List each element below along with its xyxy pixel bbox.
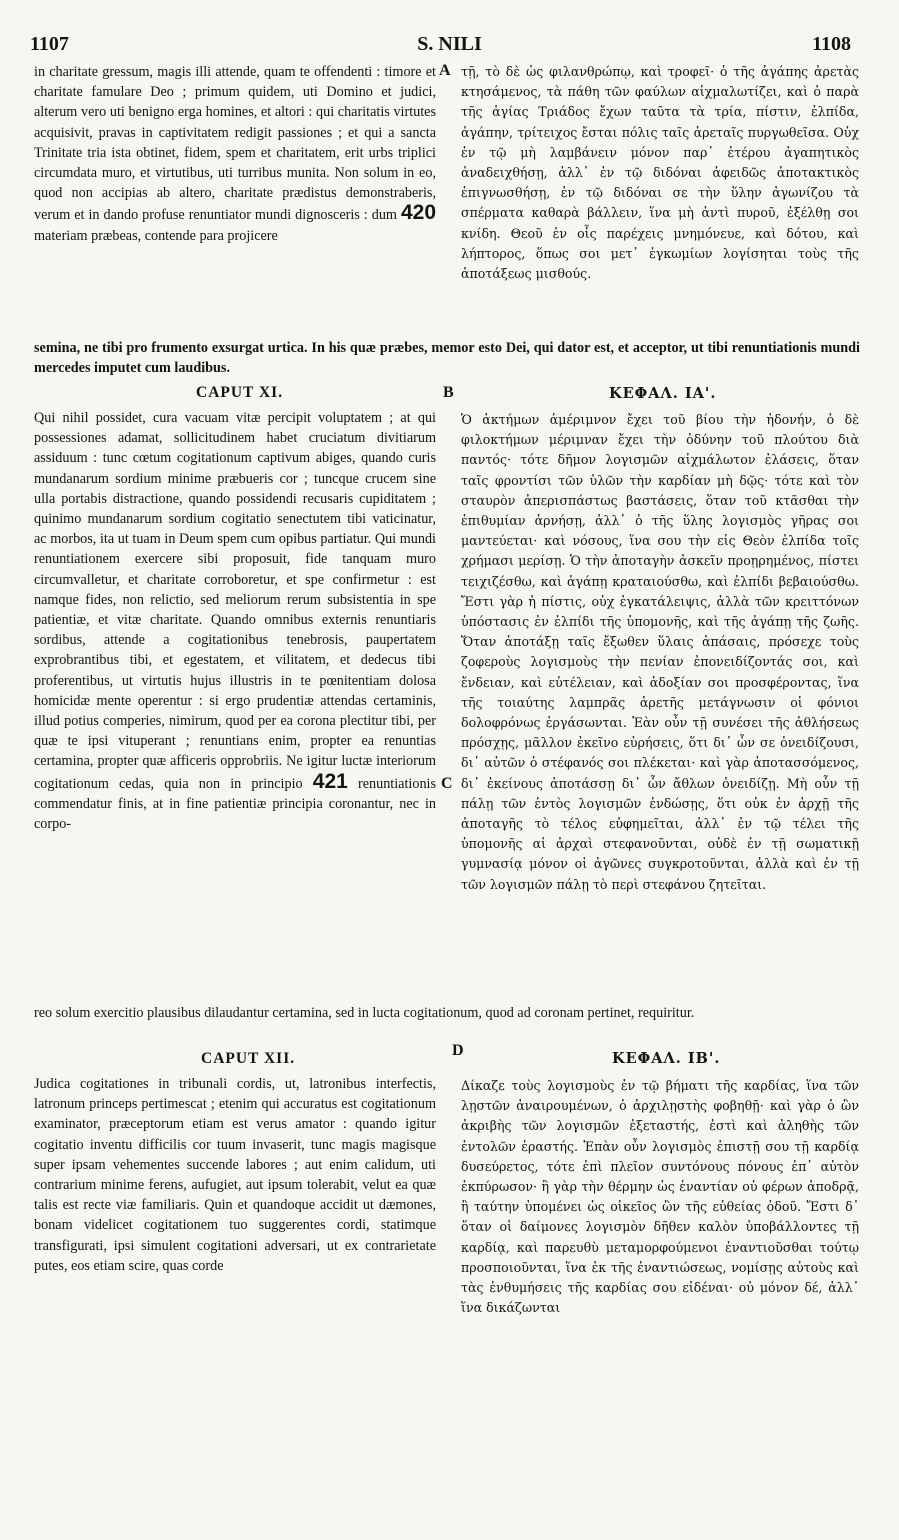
latin-paragraph: Judica cogitationes in tribunali cordis, ut, latronibus interfectis, latronum princeps pertimescat ; etenim qui accuratus est cogitationum examinator, præceptorum etiam est verus amator : quando igitur cogitatio inventu difficilis cor tuum invaserit, tunc magis magisque super ipsam vehementes succende labores ; aut enim calidum, uti contrarium minime ferens, aufugiet, aut ipsum tolerabit, velut ea quæ talis est recte viæ familiaris. Quin et quandoque accidit ut dæmones, bonam videlicet cogitationem tuo suggerentes cordi, statimque transfigurati, ipsi simulent cogitationi adversari, ut ex contrarietate putes, eos etiam scire, quas corde [34, 1076, 436, 1274]
latin-column-section-1 [34, 62, 436, 246]
greek-column-section-3 [461, 1076, 859, 1318]
latin-column-section-3 [34, 1074, 436, 1276]
latin-chapter-heading-xii: CAPUT XII. [201, 1050, 296, 1067]
full-width-latin-line-2: reo solum exercitio plausibus dilaudantur certamina, sed in lucta cogitationum, quod ad coronam pertinet, requiritur. [34, 1005, 695, 1021]
latin-paragraph: Qui nihil possidet, cura vacuam vitæ percipit voluptatem ; at qui possessiones adamat, sollicitudinem habet cruciatum divitiarum assiduum : tunc cœtum cogitationum captivum abiges, quando curis mundanarum sordium minime præbueris cor ; tuncque crucem sine ulla portabis distractione, quando possidendi recusaris cupiditatem ; quinimo mundanarum sordium cogitatio senectutem tibi vaticinatur, ac morbos, ita ut tuam in Deum spem cum opibus partiatur. Qui mundi renuntiationem exercere sibi proposuit, fide tanquam muro circumvalletur, et charitate corroboretur, et spe confirmetur : est namque fides, non relictio, sed meliorum rerum subsistentia in spe patientiæ, et vitæ charitate. Quando omnibus externis renuntiaris sordibus, attende a cogitationibus tenebrosis, paupertatem exprobrantibus tibi, et egestatem, et vilitatem, et dedecus tibi proferentibus, ut virtutis hujus illustris in te pœnitentiam dolosa homicidæ mente operentur : si ergo prudentiæ attendas certaminis, illud potius comperies, nimirum, quod per ea corona plectitur tibi, per quæ te ipsi vituperant ; renuntians enim, propter ea renuntias certamina, propter quæ afficeris opprobriis. Ne igitur luctæ interiorum cogitationum cedas, quia non in principio [34, 410, 436, 792]
latin-paragraph: in charitate gressum, magis illi attende, quam te offendenti : timore et charitate famulare Deo ; primum quidem, uti Domino et judici, alterum vero uti benigno erga homines, et altori : qui charitatis virtutes acquisivit, pravas in captivitatem redigit passiones ; et qui a sancta Trinitate tria ista obtinet, fidem, spem et charitatem, erit urbs triplici circumdata muro, et virtutibus, uti turribus munita. Non solum in eo, quod non accipias ab altero, charitate prædistus demonstraberis, verum et in dando profuse renuntiator mundi dignosceris : dum [34, 64, 436, 224]
page-number-right: 1108 [812, 33, 851, 55]
greek-column-section-2 [461, 410, 859, 895]
page-number-left: 1107 [30, 33, 69, 55]
full-width-latin-line-1: semina, ne tibi pro frumento exsurgat urtica. In his quæ præbes, memor esto Dei, qui dator est, et acceptor, ut tibi renuntiationis mundi mercedes imputet cum laudibus. [34, 340, 860, 377]
greek-paragraph: Ὁ ἀκτήμων ἀμέριμνον ἔχει τοῦ βίου τὴν ἡδονήν, ὁ δὲ φιλοκτήμων μέριμναν ἔχει τὴν ὀδύνην τοῦ πλούτου διὰ παντός· τότε δῆμον λογισμῶν αἰχμάλωτον ἐλάσεις, ὅταν ταῖς φροντίσι τῶν ὑλῶν τὴν καρδίαν μὴ δῷς· τότε καὶ τὸν σταυρὸν ἀπερισπάστως βαστάσεις, ὅταν τοῦ κτᾶσθαι τὴν ἐπιθυμίαν ἀρνήσῃ, ἀλλ᾽ ὁ τῆς ὕλης λογισμὸς γῆρας σοι μαντεύεται· καὶ νόσους, ἵνα σου τὴν εἰς Θεὸν ἐλπίδα τοῖς χρήμασι μερίσῃ. Ὁ τὴν ἀποταγὴν ἀσκεῖν προῃρημένος, πίστει τειχιζέσθω, καὶ ἀγάπῃ κραταιούσθω, καὶ ἐλπίδι βεβαιούσθω. Ἔστι γὰρ ἡ πίστις, οὐχ ἐγκατάλειψις, ἀλλὰ τῶν κρειττόνων ὑπόστασις ἐν ἐλπίδι τῆς ὑπομονῆς, καὶ τῆς ἀγάπῃ τῆς ζωῆς. Ὅταν ἀποτάξῃ ταῖς ἔξωθεν ὕλαις ἁπάσαις, πρόσεχε τοὺς ζοφεροὺς λογισμοὺς τὴν πενίαν ἐπονειδίζοντάς σοι, καὶ ἔνδειαν, καὶ εὐτέλειαν, καὶ ἀδοξίαν σοι προσφέροντας, ἵνα τῆς τοιαύτης λαμπρᾶς ἀρετῆς μετάγνωσιν οἱ φόνιοι δολοφρόνως ἐργάσωνται. Ἐὰν οὖν τῇ συνέσει τῆς ἀθλήσεως πρόσχῃς, μᾶλλον ἐκεῖνο εὑρήσεις, ὅτι δι᾽ ὧν σε ὀνειδίζουσι, δι᾽ αὐτῶν ὁ στέφανός σοι πλέκεται· καὶ γὰρ ἀποτασσόμενος, δι᾽ ἐκείνους ἀποτάσσῃ δι᾽ ὧν ἄθλων ὀνειδίζῃ. Μὴ οὖν τῇ πάλῃ τῶν ἐντὸς λογισμῶν ἐνδώσῃς, ὅτι οὐκ ἐν ἀρχῇ τῆς ἀποταγῆς τὸ τέλος εὐφημεῖται, ἀλλ᾽ ἐν τῷ τέλει τῆς ὑπομονῆς αἱ ἀρχαὶ στεφανοῦνται, οὐδὲ ἐν τῇ σωματικῇ γυμνασίᾳ μόνον οἱ ἀγῶνες συγκροτοῦνται, ἀλλὰ καὶ ἐν τῇ τῶν λογισμῶν πάλῃ τὸ περὶ στεφάνου ζητεῖται. [461, 412, 859, 892]
margin-letter-d: D [452, 1042, 464, 1059]
latin-paragraph-continued: renuntiationis commendatur finis, at in fine patientiæ principia coronantur, nec in corpo- [34, 775, 437, 833]
greek-chapter-heading-ib: ΚΕΦΑΛ. ΙΒ'. [612, 1050, 721, 1067]
page-mark-421: 421 [312, 769, 348, 793]
running-title: S. NILI [417, 33, 482, 55]
latin-column-section-2 [34, 408, 436, 834]
margin-letter-a: A [439, 62, 451, 79]
greek-chapter-heading-ia: ΚΕΦΑΛ. ΙΑ'. [609, 385, 717, 402]
margin-letter-b: B [443, 384, 454, 401]
page-mark-420: 420 [400, 201, 437, 225]
greek-column-section-1 [461, 62, 859, 284]
greek-paragraph: Δίκαζε τοὺς λογισμοὺς ἐν τῷ βήματι τῆς καρδίας, ἵνα τῶν λῃστῶν ἀναιρουμένων, ὁ ἀρχιλῃστὴς φοβηθῇ· καὶ γὰρ ὁ ὢν ἀκριβὴς τῶν λογισμῶν ἐξεταστής, ἐστὶ καὶ ἀληθὴς τῶν ἐντολῶν ἐραστής. Ἐπὰν οὖν λογισμὸς ἐπιστῇ σου τῇ καρδίᾳ δυσεύρετος, τότε ἐπὶ πλεῖον συντόνους πόνους ἐπ᾽ αὐτὸν ἐκπύρωσον· ἢ γὰρ τὴν θέρμην ὡς ἐναντίαν οὐ φέρων ἀποδρᾷ, ἢ ταύτην ὑπομένει ὡς οἰκεῖος ὢν τῆς εὐθείας ὁδοῦ. Ἔστι δ᾽ ὅταν οἱ δαίμονες λογισμὸν δῆθεν καλὸν ὑποβάλλοντες τῇ καρδίᾳ, καὶ παρευθὺ μεταμορφούμενοι ἐναντιοῦσθαι τούτῳ προσποιοῦνται, ἵνα ἐκ τῆς ἐναντιώσεως, νομίσῃς αὐτοὺς καὶ τὰς ἐνθυμήσεις τῆς καρδίας σου εἰδέναι· οὐ μόνον δέ, ἀλλ᾽ ἵνα δικάζωνται [461, 1078, 859, 1316]
margin-letter-c: C [441, 775, 453, 792]
latin-paragraph-continued: materiam præbeas, contende para projicere [34, 227, 278, 244]
latin-chapter-heading-xi: CAPUT XI. [196, 384, 284, 401]
greek-paragraph: τῇ, τὸ δὲ ὡς φιλανθρώπῳ, καὶ τροφεῖ· ὁ τῆς ἀγάπης ἀρετὰς κτησάμενος, τὰ πάθη τῶν φαύλων αἰχμαλωτίζει, καὶ ὁ παρὰ τῆς ἁγίας Τριάδος ἔχων ταῦτα τὰ τρία, πίστιν, ἐλπίδα, ἀγάπην, τρίτειχος ἔσται πόλις ταῖς ἀρεταῖς πυργωθεῖσα. Οὐχ ἐν τῷ μὴ λαμβάνειν μόνον παρ᾽ ἑτέρου ἀγαπητικὸς ἀναδειχθήσῃ, ἀλλ᾽ ἐν τῷ διδόναι ἀφειδῶς ἀποτακτικὸς ἐπιγνωσθήσῃ, ἐν τῷ διδόναι σε τὴν ὕλην ἀγωνίζου τὰ σπέρματα καθαρὰ βάλλειν, ἵνα μὴ ἀντὶ πυροῦ, ἐξέλθῃ σοι κνίδη. Θεοῦ ἐν οἷς παρέχεις μνημόνευε, καὶ δότου, καὶ λήπτορος, ὅπως σοι μετ᾽ ἐγκωμίων λογίσηται τοὺς τῆς ἀποτάξεως μισθούς. [461, 64, 859, 282]
